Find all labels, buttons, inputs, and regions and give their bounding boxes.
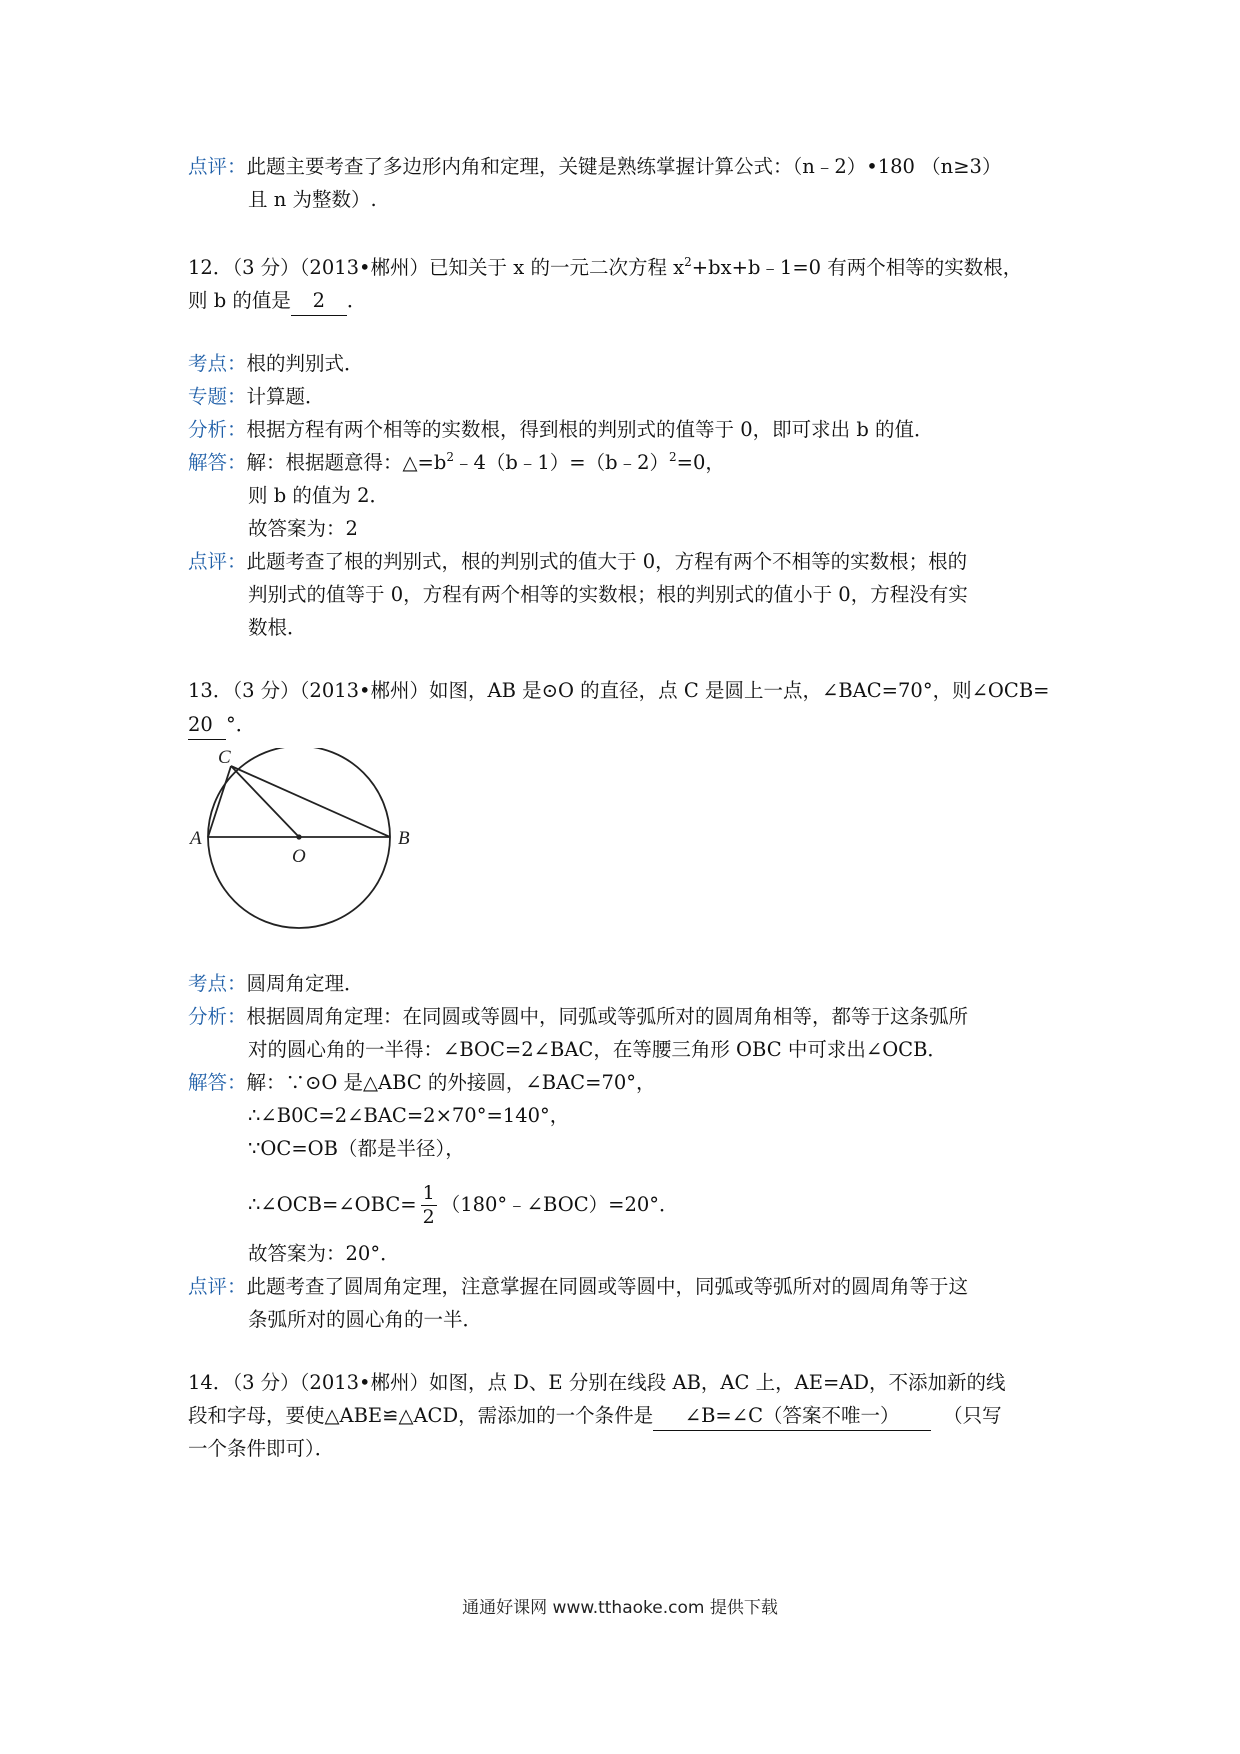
q13-jieda-line3: ∵OC=OB（都是半径）， [248, 1137, 465, 1160]
q13-stem-line1: 13．（3 分）（2013•郴州）如图，AB 是⊙O 的直径，点 C 是圆上一点，∠BAC=70°，则∠OCB= [188, 679, 1050, 702]
q12-dianping-line3: 数根． [248, 616, 307, 639]
q13-kaodian: 考点：圆周角定理． [188, 972, 364, 995]
top-dianping-line1 [188, 153, 1001, 181]
q12-answer-blank: 2 [291, 287, 347, 316]
chord-ac [208, 766, 231, 837]
q12-fenxi: 分析：根据方程有两个相等的实数根，得到根的判别式的值等于 0，即可求出 b 的值． [188, 418, 934, 441]
q14-stem-line3: 一个条件即可）． [188, 1437, 335, 1460]
q13-fenxi-line1: 分析：根据圆周角定理：在同圆或等圆中，同弧或等弧所对的圆周角相等，都等于这条弧所 [188, 1005, 969, 1028]
q12-kaodian: 考点：根的判别式． [188, 352, 364, 375]
q12-dianping-line1: 点评：此题考查了根的判别式，根的判别式的值大于 0，方程有两个不相等的实数根；根的 [188, 550, 968, 573]
q13-dianping-line2: 条弧所对的圆心角的一半． [248, 1308, 483, 1331]
q13-stem-line2: 20 °． [188, 711, 255, 740]
q13-answer-blank: 20 [188, 711, 226, 740]
label-c: C [218, 748, 231, 768]
top-dianping-line2: 且 n 为整数）. [248, 188, 377, 211]
label-b: B [398, 828, 410, 849]
q13-fenxi-line2: 对的圆心角的一半得：∠BOC=2∠BAC，在等腰三角形 OBC 中可求出∠OCB． [248, 1038, 947, 1061]
footer-download-note: 通通好课网 www.tthaoke.com 提供下载 [462, 1598, 778, 1618]
dianping-tag: 点评： [188, 155, 247, 178]
q14-stem-line2: 段和字母，要使△ABE≌△ACD，需添加的一个条件是 ∠B=∠C（答案不唯一） （只写 [188, 1402, 1002, 1431]
q12-jieda-line2: 则 b 的值为 2． [248, 484, 389, 507]
q12-jieda-line1: 解答：解：根据题意得：$\triangle=b^2﹣4(b﹣1)=(b﹣2)^2=0$， [188, 450, 725, 474]
radius-oc [231, 766, 299, 837]
center-point [296, 834, 301, 839]
label-o: O [292, 846, 306, 867]
q14-stem-line1: 14．（3 分）（2013•郴州）如图，点 D、E 分别在线段 AB，AC 上，AE=AD，不添加新的线 [188, 1371, 1006, 1394]
q12-stem-line2: 则 b 的值是 2 ． [188, 287, 366, 316]
q12-stem-line1: 12．（3 分）（2013•郴州）已知关于 x 的一元二次方程 $x^2+bx+b﹣1=0$ 有两个相等的实数根， [188, 255, 1023, 279]
q13-dianping-line1: 点评：此题考查了圆周角定理，注意掌握在同圆或等圆中，同弧或等弧所对的圆周角等于这 [188, 1275, 969, 1298]
label-a: A [190, 828, 202, 849]
circle-figure [188, 748, 428, 948]
q12-zhuanti: 专题：计算题． [188, 385, 325, 408]
q14-answer-blank: ∠B=∠C（答案不唯一） [653, 1402, 931, 1431]
fraction-half: $\frac{1}{2}$ [422, 1182, 435, 1228]
q13-jieda-line2: ∴∠B0C=2∠BAC=2×70°=140°， [248, 1104, 570, 1127]
q13-jieda-line1: 解答：解：∵⊙O 是△ABC 的外接圆，∠BAC=70°， [188, 1071, 656, 1094]
q12-jieda-line3: 故答案为：2 [248, 517, 358, 540]
top-dianping-text1: 此题主要考查了多边形内角和定理，关键是熟练掌握计算公式：（n﹣2）•180 （n≥3） [246, 155, 1002, 178]
q13-jieda-line4: ∴∠OCB=∠OBC= $\frac{1}{2}$ （180°﹣∠BOC）=20°． [248, 1182, 679, 1228]
q12-dianping-line2: 判别式的值等于 0，方程有两个相等的实数根；根的判别式的值小于 0，方程没有实 [248, 583, 968, 606]
q13-jieda-line5: 故答案为：20°． [248, 1242, 400, 1265]
